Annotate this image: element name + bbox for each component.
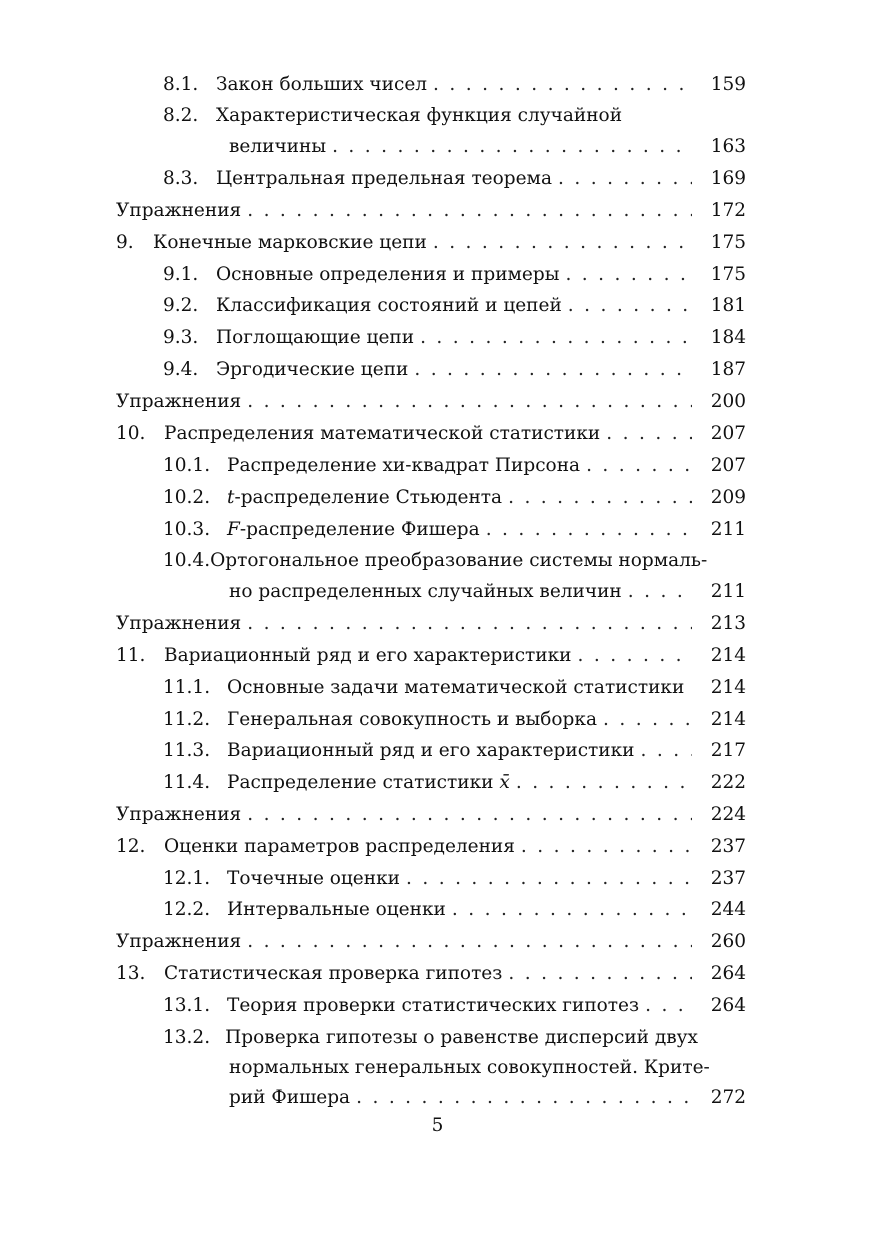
entry-page: 169 (710, 168, 746, 189)
entry-number: 12. (116, 836, 146, 857)
leader-dots (628, 582, 692, 602)
toc-entry-8-2-cont (229, 137, 698, 157)
leader-dots (356, 1088, 692, 1108)
leader-dots (433, 75, 692, 95)
leader-dots (565, 265, 692, 285)
toc-entry-10-2[interactable] (163, 488, 698, 508)
entry-page: 222 (710, 772, 746, 793)
leader-dots (406, 869, 692, 889)
entry-number: 13.2. (163, 1027, 211, 1048)
leader-dots (247, 392, 692, 412)
toc-entry-9[interactable] (116, 233, 698, 253)
toc-entry-8-2[interactable] (163, 106, 698, 126)
entry-page: 181 (710, 295, 746, 316)
leader-dots (247, 932, 692, 952)
leader-dots (603, 710, 692, 730)
entry-number: 11.4. (163, 772, 211, 793)
toc-entry-9-1[interactable] (163, 265, 698, 285)
toc-entry-11-2[interactable] (163, 710, 698, 730)
leader-dots (641, 741, 692, 761)
entry-page: 184 (710, 327, 746, 348)
toc-entry-9-2[interactable] (163, 296, 698, 316)
entry-page: 175 (710, 232, 746, 253)
entry-title: Теория проверки статистических гипотез (227, 995, 640, 1016)
entry-title: Основные задачи математической статистики (227, 677, 685, 698)
entry-title: Конечные марковские цепи (153, 232, 427, 253)
toc-entry-exercises[interactable] (116, 932, 698, 952)
entry-page: 200 (710, 391, 746, 412)
entry-title-symbol: t (227, 487, 235, 508)
entry-page: 260 (710, 931, 746, 952)
entry-number: 10.2. (163, 487, 211, 508)
entry-title: Вариационный ряд и его характеристики (227, 740, 635, 761)
toc-entry-8-1[interactable] (163, 75, 698, 95)
entry-page: 237 (710, 836, 746, 857)
entry-page: 214 (710, 677, 746, 698)
entry-number: 9.2. (163, 295, 199, 316)
entry-number: 12.1. (163, 868, 211, 889)
toc-entry-10-1[interactable] (163, 456, 698, 476)
entry-page: 214 (710, 709, 746, 730)
entry-number: 13.1. (163, 995, 211, 1016)
leader-dots (521, 837, 692, 857)
entry-number: 8.2. (163, 105, 199, 126)
leader-dots (420, 328, 692, 348)
entry-title: Закон больших чисел (216, 74, 428, 95)
entry-number: 10.3. (163, 519, 211, 540)
leader-dots (452, 900, 692, 920)
leader-dots (508, 964, 692, 984)
entry-number: 11.1. (163, 677, 211, 698)
entry-page: 211 (710, 581, 746, 602)
toc-entry-10-4[interactable] (163, 550, 708, 571)
toc-entry-exercises[interactable] (116, 392, 698, 412)
leader-dots (332, 137, 692, 157)
entry-number: 9. (116, 232, 134, 253)
entry-title: Ортогональное преобразование системы нормаль- (210, 550, 708, 571)
entry-page: 224 (710, 804, 746, 825)
entry-page: 207 (710, 455, 746, 476)
toc-entry-12[interactable] (116, 837, 698, 857)
entry-number: 10.1. (163, 455, 211, 476)
leader-dots (645, 996, 692, 1016)
entry-number: 9.4. (163, 359, 199, 380)
entry-number: 13. (116, 963, 146, 984)
toc-entry-10[interactable] (116, 424, 698, 444)
entry-title: Упражнения (116, 200, 242, 221)
entry-page: 163 (710, 136, 746, 157)
toc-entry-exercises[interactable] (116, 614, 698, 634)
entry-title: Распределение хи-квадрат Пирсона (227, 455, 581, 476)
entry-title: Проверка гипотезы о равенстве дисперсий двух (225, 1027, 698, 1048)
toc-entry-13-1[interactable] (163, 996, 698, 1016)
page-number: 5 (431, 1115, 444, 1136)
toc-entry-13-2-cont (229, 1057, 710, 1078)
entry-number: 8.1. (163, 74, 199, 95)
entry-page: 272 (710, 1087, 746, 1108)
entry-title: Характеристическая функция случайной (216, 105, 623, 126)
entry-title: -распределение Стьюдента (234, 487, 503, 508)
entry-page: 217 (710, 740, 746, 761)
leader-dots (568, 296, 692, 316)
toc-entry-13-2-cont2 (229, 1088, 698, 1108)
entry-page: 159 (710, 74, 746, 95)
entry-title: Центральная предельная теорема (216, 168, 552, 189)
entry-title: Статистическая проверка гипотез (164, 963, 503, 984)
entry-title: Классификация состояний и цепей (216, 295, 562, 316)
entry-title-line2: величины (229, 136, 327, 157)
toc-entry-10-3[interactable] (163, 520, 698, 540)
entry-page: 175 (710, 264, 746, 285)
leader-dots (606, 424, 692, 444)
entry-title: Упражнения (116, 613, 242, 634)
entry-number: 12.2. (163, 899, 211, 920)
entry-page: 213 (710, 613, 746, 634)
toc-entry-13[interactable] (116, 964, 698, 984)
entry-title: Вариационный ряд и его характеристики (164, 645, 572, 666)
leader-dots (247, 614, 692, 634)
leader-dots (508, 488, 692, 508)
entry-title: Эргодические цепи (216, 359, 409, 380)
toc-entry-11[interactable] (116, 646, 698, 666)
entry-page: 237 (710, 868, 746, 889)
entry-title-symbol: F (227, 519, 240, 540)
entry-title: Упражнения (116, 931, 242, 952)
toc-entry-9-4[interactable] (163, 360, 698, 380)
toc-entry-13-2[interactable] (163, 1028, 698, 1048)
entry-title: Упражнения (116, 804, 242, 825)
leader-dots (516, 773, 692, 793)
toc-entry-10-4-cont (229, 582, 698, 602)
entry-title-line2: нормальных генеральных совокупностей. Крите- (229, 1057, 710, 1078)
entry-title: Основные определения и примеры (216, 264, 560, 285)
entry-number: 8.3. (163, 168, 199, 189)
entry-title: Интервальные оценки (227, 899, 446, 920)
toc-entry-exercises[interactable] (116, 805, 698, 825)
entry-page: 264 (710, 995, 746, 1016)
toc-entry-12-1[interactable] (163, 869, 698, 889)
toc-entry-11-3[interactable] (163, 741, 698, 761)
entry-title: Генеральная совокупность и выборка (227, 709, 597, 730)
entry-title-line2: но распределенных случайных величин (229, 581, 622, 602)
entry-title: Оценки параметров распределения (164, 836, 515, 857)
leader-dots (247, 201, 692, 221)
entry-page: 187 (710, 359, 746, 380)
entry-number: 9.1. (163, 264, 199, 285)
entry-number: 10. (116, 423, 146, 444)
entry-number: 11.2. (163, 709, 211, 730)
entry-number: 10.4. (163, 550, 211, 571)
entry-number: 11.3. (163, 740, 211, 761)
entry-number: 9.3. (163, 327, 199, 348)
entry-title: Упражнения (116, 391, 242, 412)
entry-page: 244 (710, 899, 746, 920)
toc-entry-9-3[interactable] (163, 328, 698, 348)
leader-dots (486, 520, 692, 540)
entry-title-symbol: x̄ (499, 772, 510, 793)
toc-entry-12-2[interactable] (163, 900, 698, 920)
leader-dots (586, 456, 692, 476)
leader-dots (558, 169, 692, 189)
leader-dots (578, 646, 692, 666)
entry-number: 11. (116, 645, 146, 666)
entry-page: 211 (710, 519, 746, 540)
toc-entry-exercises[interactable] (116, 201, 698, 221)
entry-title: Точечные оценки (227, 868, 400, 889)
toc-entry-11-1[interactable] (163, 678, 698, 698)
entry-title: -распределение Фишера (239, 519, 480, 540)
entry-page: 209 (710, 487, 746, 508)
entry-page: 207 (710, 423, 746, 444)
toc-entry-11-4[interactable] (163, 773, 698, 793)
entry-title: Распределение статистики (227, 772, 500, 793)
entry-title-line3: рий Фишера (229, 1087, 351, 1108)
entry-title: Поглощающие цепи (216, 327, 415, 348)
leader-dots (433, 233, 692, 253)
entry-page: 214 (710, 645, 746, 666)
entry-title: Распределения математической статистики (164, 423, 601, 444)
leader-dots (247, 805, 692, 825)
toc-entry-8-3[interactable] (163, 169, 698, 189)
entry-page: 264 (710, 963, 746, 984)
leader-dots (414, 360, 692, 380)
entry-page: 172 (710, 200, 746, 221)
